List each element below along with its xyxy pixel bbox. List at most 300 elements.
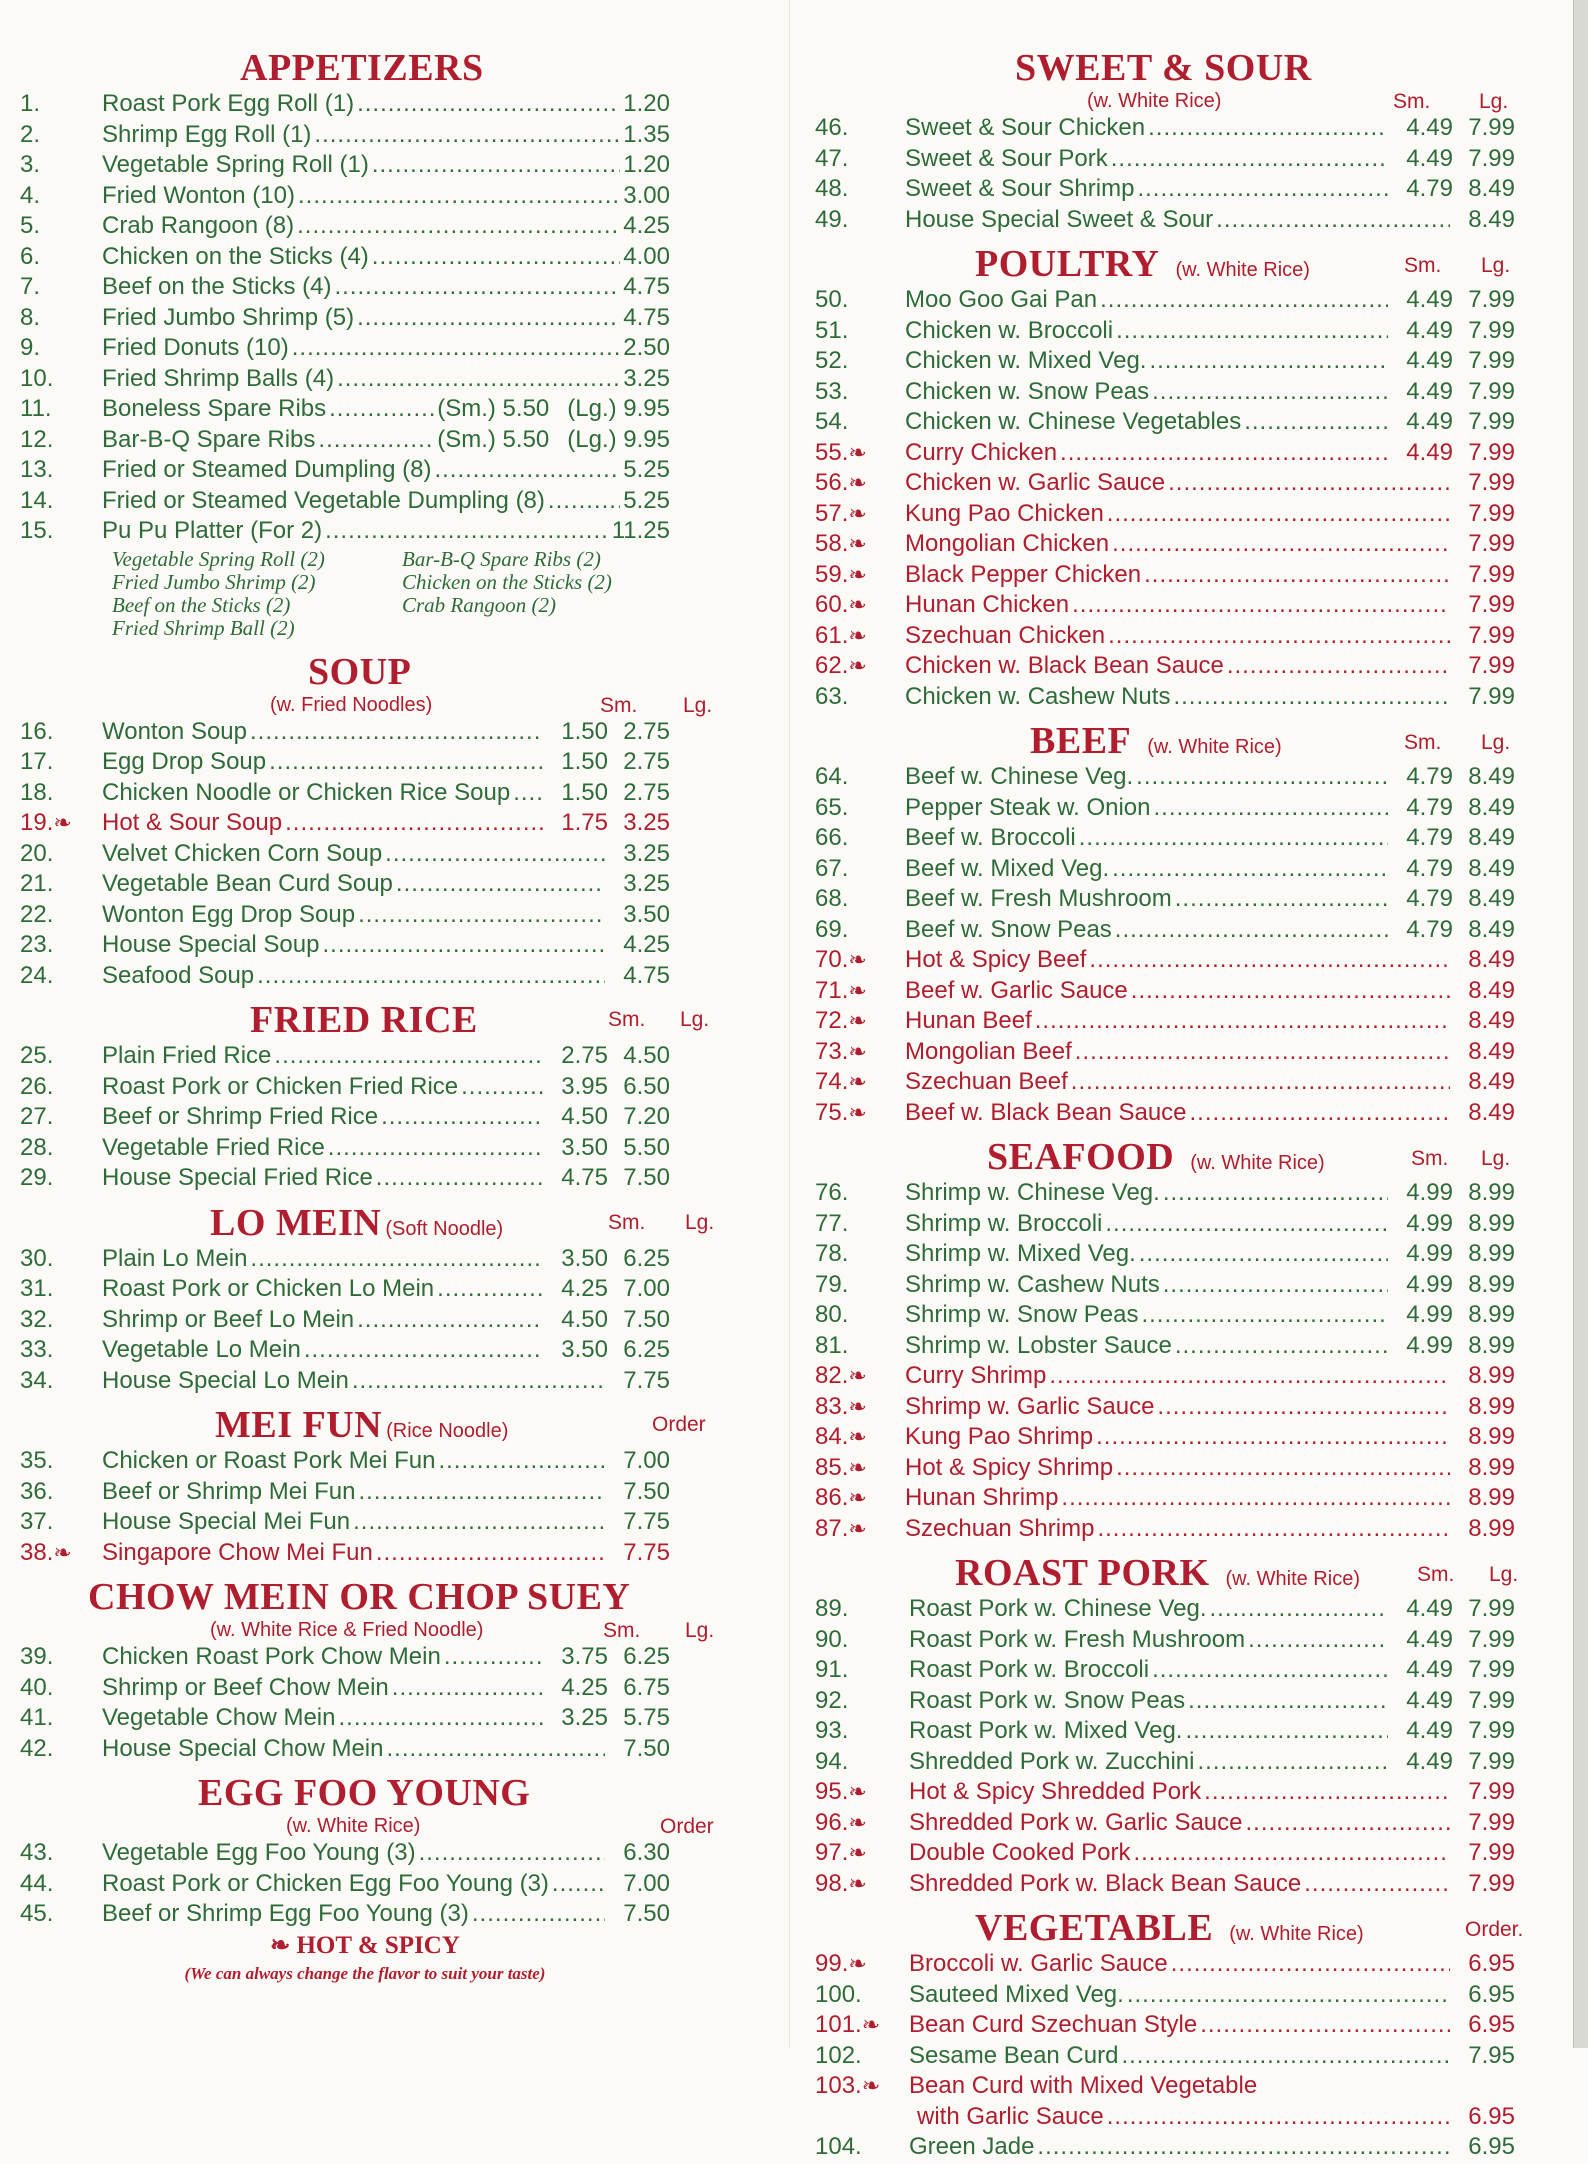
item-number-text: 79.	[815, 1270, 849, 1298]
item-number-text: 74.	[815, 1068, 849, 1095]
item-number	[815, 977, 905, 1005]
item-name: Vegetable Lo Mein	[102, 1336, 301, 1363]
menu-item	[20, 426, 670, 457]
item-name: Beef w. Mixed Veg.	[905, 854, 1110, 882]
item-number	[815, 683, 905, 711]
leader-dots	[322, 931, 605, 959]
vegetable-order-header: Order.	[1465, 1918, 1524, 1941]
chow_mein-title	[88, 1575, 630, 1619]
item-name: Fried Wonton (10)	[102, 181, 295, 209]
menu-item	[815, 946, 1515, 977]
menu-item	[20, 517, 670, 548]
menu-item	[815, 1393, 1515, 1424]
item-price-small: 4.49	[1406, 114, 1453, 141]
menu-item	[20, 809, 670, 840]
item-price-small: 4.50	[561, 1103, 608, 1130]
menu-item	[815, 1778, 1515, 1809]
menu-item	[815, 1981, 1515, 2012]
menu-item	[815, 378, 1515, 409]
menu-item	[20, 1073, 670, 1104]
appetizers-header	[20, 46, 670, 90]
legend-hot-text: HOT & SPICY	[296, 1931, 460, 1959]
leader-dots	[1200, 2011, 1450, 2039]
menu-item	[815, 1301, 1515, 1332]
item-price-large: 7.00	[623, 1275, 670, 1302]
item-number	[815, 1950, 909, 1978]
item-name: Bar-B-Q Spare Ribs	[102, 425, 316, 453]
item-number	[20, 212, 102, 240]
menu-item	[815, 1515, 1515, 1546]
item-number	[815, 2042, 909, 2070]
menu-item	[20, 151, 670, 182]
item-number	[815, 1068, 905, 1096]
egg_foo_young-title-text: EGG FOO YOUNG	[198, 1772, 531, 1814]
menu-item	[815, 916, 1515, 947]
item-name: Vegetable Egg Foo Young (3)	[102, 1839, 416, 1866]
leader-dots	[444, 1643, 543, 1671]
item-number-text: 34.	[20, 1366, 54, 1394]
item-number-text: 71.	[815, 976, 849, 1004]
menu-item	[20, 748, 670, 779]
item-number-text: 42.	[20, 1734, 54, 1762]
item-price-small: (Sm.) 5.50	[437, 395, 550, 422]
item-price-large: 8.49	[1468, 1098, 1515, 1126]
item-number-text: 36.	[20, 1477, 54, 1505]
item-name: Curry Chicken	[905, 438, 1058, 466]
item-name: Beef w. Garlic Sauce	[905, 976, 1128, 1004]
item-price-large: 6.25	[623, 1336, 670, 1363]
item-number-text: 7.	[20, 273, 41, 300]
item-price-small: 1.50	[561, 778, 608, 806]
item-name: Vegetable Bean Curd Soup	[102, 870, 393, 897]
leader-dots	[1037, 2133, 1450, 2161]
leader-dots	[1197, 1748, 1388, 1776]
item-number	[815, 763, 905, 791]
item-price-large: 8.49	[1468, 763, 1515, 790]
item-number-text: 15.	[20, 517, 54, 544]
menu-item	[815, 1748, 1515, 1779]
seafood-title-text: SEAFOOD	[987, 1136, 1175, 1178]
item-number-text: 44.	[20, 1869, 54, 1897]
item-name: Chicken w. Snow Peas	[905, 377, 1150, 405]
item-price-large: 6.95	[1468, 1950, 1515, 1977]
item-price-large: 7.00	[623, 1447, 670, 1474]
menu-item	[815, 206, 1515, 237]
item-price-large: 7.75	[623, 1508, 670, 1535]
leader-dots	[1244, 408, 1388, 436]
item-name: Broccoli w. Garlic Sauce	[909, 1950, 1168, 1977]
menu-item	[815, 439, 1515, 470]
item-number	[815, 1332, 905, 1360]
item-number-text: 102.	[815, 2041, 862, 2069]
item-name: Wonton Soup	[102, 717, 247, 745]
leader-dots	[1188, 1687, 1388, 1715]
item-price-large: 7.75	[623, 1366, 670, 1394]
item-price-large: 2.75	[623, 717, 670, 745]
leader-dots	[1107, 500, 1450, 528]
item-name: Kung Pao Shrimp	[905, 1423, 1094, 1450]
item-price-small: 4.99	[1406, 1301, 1453, 1328]
item-number	[815, 1007, 905, 1035]
item-number-text: 92.	[815, 1686, 849, 1714]
item-number-text: 65.	[815, 793, 849, 821]
item-price-large: 7.99	[1468, 682, 1515, 710]
item-number-text: 99.	[815, 1950, 849, 1977]
sweet_sour-lg-header: Lg.	[1479, 90, 1509, 113]
item-price-large: 6.95	[1468, 2133, 1515, 2160]
item-name: Mongolian Chicken	[905, 530, 1110, 557]
item-number	[815, 2133, 909, 2161]
item-number-text: 3.	[20, 151, 41, 178]
menu-item	[815, 1332, 1515, 1363]
item-price-small: 4.79	[1406, 175, 1453, 202]
item-number-text: 46.	[815, 114, 849, 141]
pepper-icon: ❧	[848, 439, 867, 465]
item-name: Hot & Sour Soup	[102, 809, 283, 836]
leader-dots	[438, 1447, 605, 1475]
soup-sm-header: Sm.	[600, 693, 638, 717]
item-name: Double Cooked Pork	[909, 1839, 1131, 1866]
platter-item: Bar-B-Q Spare Ribs (2)	[402, 546, 601, 571]
item-name: Singapore Chow Mei Fun	[102, 1538, 373, 1566]
menu-item	[20, 931, 670, 962]
item-number-text: 13.	[20, 456, 54, 483]
item-number	[20, 1508, 102, 1536]
item-number-text: 29.	[20, 1164, 54, 1191]
item-number	[815, 500, 905, 528]
item-number-text: 60.	[815, 591, 849, 618]
item-number	[815, 1656, 909, 1684]
item-number	[815, 1981, 909, 2009]
hot-spicy-legend	[60, 1931, 670, 1984]
item-name: Sauteed Mixed Veg.	[909, 1980, 1124, 2008]
menu-item	[815, 469, 1515, 500]
item-number-text: 2.	[20, 120, 41, 148]
item-name: Green Jade	[909, 2133, 1035, 2160]
roast_pork-title	[955, 1551, 1360, 1595]
menu-item	[20, 456, 670, 487]
item-name: Beef w. Fresh Mushroom	[905, 885, 1172, 912]
item-number-text: 4.	[20, 181, 41, 209]
item-name: House Special Fried Rice	[102, 1164, 373, 1191]
item-number	[20, 1073, 102, 1101]
leader-dots	[1111, 145, 1388, 173]
menu-item	[20, 1336, 670, 1367]
item-name: Plain Fried Rice	[102, 1042, 272, 1069]
item-number	[815, 469, 905, 497]
item-number-text: 80.	[815, 1301, 849, 1328]
item-number-text: 52.	[815, 347, 849, 374]
item-number	[815, 530, 905, 558]
item-price-large: 7.99	[1468, 408, 1515, 435]
leader-dots	[1127, 1981, 1450, 2009]
item-number	[20, 121, 102, 149]
item-number-text: 81.	[815, 1331, 849, 1359]
item-number	[815, 1748, 909, 1776]
leader-dots	[328, 1134, 543, 1162]
item-number	[20, 365, 102, 393]
menu-item	[815, 622, 1515, 653]
item-number	[815, 946, 905, 974]
item-price-large: 7.99	[1468, 286, 1515, 313]
item-number-text: 91.	[815, 1656, 849, 1683]
item-name: Shrimp w. Mixed Veg.	[905, 1240, 1136, 1267]
leader-dots	[1097, 1515, 1450, 1543]
leader-dots	[1049, 1362, 1450, 1390]
item-number	[815, 1301, 905, 1329]
leader-dots	[1204, 1778, 1450, 1806]
item-number	[20, 1275, 102, 1303]
item-price-large: 7.99	[1468, 316, 1515, 344]
item-name: Crab Rangoon (8)	[102, 212, 295, 239]
fried_rice-lg-header: Lg.	[680, 1008, 710, 1031]
leader-dots	[1153, 794, 1388, 822]
item-price: 1.20	[623, 151, 670, 178]
item-price-large: 7.99	[1468, 469, 1515, 496]
beef-note: (w. White Rice)	[1147, 736, 1282, 758]
menu-item	[20, 273, 670, 304]
item-number-text: 12.	[20, 425, 54, 453]
menu-item	[815, 1007, 1515, 1038]
leader-dots	[1131, 977, 1450, 1005]
menu-item	[815, 885, 1515, 916]
item-name: Sweet & Sour Pork	[905, 144, 1108, 172]
item-price-small: 4.49	[1406, 1625, 1453, 1653]
leader-dots	[1210, 1595, 1389, 1623]
menu-item	[815, 763, 1515, 794]
item-name: Hunan Beef	[905, 1007, 1032, 1034]
pepper-icon: ❧	[848, 1951, 867, 1976]
platter-item: Beef on the Sticks (2)	[112, 592, 291, 617]
soup-title-text: SOUP	[308, 650, 412, 693]
item-price-large: 7.20	[623, 1103, 670, 1130]
pepper-icon: ❧	[848, 470, 867, 495]
item-price-large: 8.99	[1468, 1484, 1515, 1511]
item-number	[20, 90, 102, 118]
item-number-text: 61.	[815, 621, 849, 649]
leader-dots	[1136, 763, 1388, 791]
leader-dots	[329, 395, 434, 423]
item-number	[20, 1042, 102, 1070]
item-number	[815, 439, 905, 467]
poultry-header	[815, 242, 1515, 286]
sweet_sour-subheader	[815, 90, 1515, 114]
menu-item	[815, 1240, 1515, 1271]
mei_fun-title-text: MEI FUN	[215, 1404, 383, 1446]
item-price-large: 8.99	[1468, 1362, 1515, 1389]
item-number-text: 82.	[815, 1362, 849, 1389]
item-number-text: 103.	[815, 2072, 862, 2099]
item-number-text: 56.	[815, 469, 849, 496]
item-name: Hunan Chicken	[905, 591, 1070, 618]
item-name: House Special Chow Mein	[102, 1734, 384, 1762]
pepper-icon: ❧	[848, 977, 867, 1003]
item-number-text: 19.	[20, 809, 54, 836]
item-price: 5.25	[623, 456, 670, 483]
soup-title	[308, 650, 411, 694]
item-name: Sesame Bean Curd	[909, 2041, 1119, 2069]
item-name: Plain Lo Mein	[102, 1244, 248, 1272]
item-number-text: 40.	[20, 1673, 54, 1701]
pepper-icon: ❧	[861, 2073, 881, 2098]
item-number	[815, 1210, 905, 1238]
item-number-text: 33.	[20, 1336, 54, 1363]
item-number	[20, 1306, 102, 1334]
item-name: Fried Jumbo Shrimp (5)	[102, 303, 355, 331]
item-price: 1.35	[623, 120, 670, 148]
leader-dots	[1072, 591, 1450, 619]
item-name: Vegetable Chow Mein	[102, 1704, 336, 1731]
item-name: Beef w. Broccoli	[905, 824, 1076, 851]
leader-dots	[1112, 855, 1388, 883]
pepper-icon: ❧	[53, 810, 72, 835]
item-number	[815, 1839, 909, 1867]
item-number	[20, 870, 102, 898]
leader-dots	[513, 779, 543, 807]
beef-title	[1030, 719, 1282, 763]
leader-dots	[250, 1245, 543, 1273]
menu-item	[815, 591, 1515, 622]
menu-item	[20, 1478, 670, 1509]
item-number	[20, 718, 102, 746]
item-name: House Special Soup	[102, 931, 320, 958]
chow_mein-header	[20, 1575, 670, 1619]
item-price-large: 6.25	[623, 1643, 670, 1670]
item-price-large: 7.00	[623, 1869, 670, 1897]
leader-dots	[1141, 1301, 1388, 1329]
item-number	[20, 182, 102, 210]
leader-dots	[1246, 1809, 1450, 1837]
item-price-small: 3.50	[561, 1244, 608, 1272]
item-number-text: 16.	[20, 717, 54, 745]
menu-item	[815, 855, 1515, 886]
egg_foo_young-order-header: Order	[660, 1815, 714, 1838]
menu-item	[815, 2133, 1515, 2164]
pepper-icon: ❧	[861, 2012, 881, 2037]
item-number-text: 55.	[815, 438, 849, 466]
item-price-small: 4.79	[1406, 763, 1453, 790]
item-number	[20, 1674, 102, 1702]
pepper-icon: ❧	[848, 1870, 867, 1896]
vegetable-title-text: VEGETABLE	[975, 1907, 1214, 1949]
menu-item	[815, 1179, 1515, 1210]
leader-dots	[1133, 1839, 1450, 1867]
menu-item	[20, 121, 670, 152]
item-price-large: 7.50	[623, 1477, 670, 1505]
item-number-text: 78.	[815, 1240, 849, 1267]
lo_mein-note: (Soft Noodle)	[385, 1217, 504, 1240]
item-name-cont: with Garlic Sauce	[917, 2102, 1104, 2130]
leader-dots	[1108, 622, 1450, 650]
item-price-large: 8.99	[1468, 1301, 1515, 1328]
item-continuation	[815, 2103, 1515, 2134]
item-number-text: 35.	[20, 1447, 54, 1474]
item-name: Hot & Spicy Shredded Pork	[909, 1778, 1202, 1805]
item-price-large: 8.49	[1468, 976, 1515, 1004]
item-price-large: 6.95	[1468, 2011, 1515, 2038]
item-number	[815, 317, 905, 345]
menu-item	[20, 1870, 670, 1901]
leader-dots	[298, 182, 620, 210]
item-name: Chicken w. Chinese Vegetables	[905, 408, 1242, 435]
item-name: Shrimp w. Chinese Veg.	[905, 1179, 1160, 1206]
item-number-text: 9.	[20, 334, 41, 361]
item-number	[815, 408, 905, 436]
item-number-text: 26.	[20, 1072, 54, 1100]
item-name: Fried or Steamed Dumpling (8)	[102, 456, 432, 483]
poultry-title-text: POULTRY	[975, 243, 1160, 285]
menu-item	[20, 1900, 670, 1931]
item-price: 3.00	[623, 181, 670, 209]
leader-dots	[1075, 1038, 1450, 1066]
egg_foo_young-note: (w. White Rice)	[286, 1815, 421, 1837]
item-name: Bean Curd Szechuan Style	[909, 2011, 1198, 2038]
menu-item	[815, 1362, 1515, 1393]
menu-item	[815, 1210, 1515, 1241]
item-price-large: 8.99	[1468, 1514, 1515, 1542]
leader-dots	[1175, 885, 1388, 913]
item-number-text: 17.	[20, 748, 54, 775]
menu-item	[815, 1870, 1515, 1901]
seafood-title	[987, 1135, 1325, 1179]
item-number-text: 51.	[815, 316, 849, 344]
item-number	[815, 1626, 909, 1654]
item-name: House Special Mei Fun	[102, 1508, 351, 1535]
item-number-text: 38.	[20, 1538, 54, 1566]
item-price-large: 8.99	[1468, 1392, 1515, 1420]
item-name: Roast Pork w. Broccoli	[909, 1656, 1150, 1683]
leader-dots	[357, 1306, 543, 1334]
item-number	[20, 1447, 102, 1475]
leader-dots	[1171, 1950, 1450, 1978]
soup-note: (w. Fried Noodles)	[270, 693, 433, 716]
item-number-text: 84.	[815, 1423, 849, 1450]
item-name: Beef w. Black Bean Sauce	[905, 1098, 1187, 1126]
roast_pork-header	[815, 1551, 1519, 1595]
item-name: Vegetable Spring Roll (1)	[102, 151, 369, 178]
item-price-large: 7.99	[1468, 1839, 1515, 1866]
item-number	[20, 487, 102, 515]
item-name: Chicken w. Black Bean Sauce	[905, 652, 1224, 679]
menu-item	[20, 840, 670, 871]
item-number-text: 104.	[815, 2133, 862, 2160]
fried_rice-title-text: FRIED RICE	[250, 999, 478, 1041]
item-price-large: 7.99	[1468, 591, 1515, 618]
item-price-large: 7.95	[1468, 2041, 1515, 2069]
item-number-text: 96.	[815, 1808, 849, 1836]
item-number-text: 53.	[815, 377, 849, 405]
leader-dots	[358, 901, 605, 929]
item-name: Roast Pork or Chicken Egg Foo Young (3)	[102, 1869, 549, 1897]
item-price-small: 4.49	[1406, 1656, 1453, 1683]
item-price: 4.25	[623, 212, 670, 239]
item-price-large: 8.99	[1468, 1331, 1515, 1359]
item-price-small: 1.50	[561, 748, 608, 775]
leader-dots	[1175, 1332, 1388, 1360]
item-number	[815, 855, 905, 883]
item-number-text: 67.	[815, 854, 849, 882]
menu-item	[20, 1674, 670, 1705]
egg_foo_young-header	[20, 1771, 670, 1815]
item-number	[20, 1336, 102, 1364]
menu-item	[20, 1306, 670, 1337]
item-price-small: 4.99	[1406, 1209, 1453, 1237]
leader-dots	[1079, 824, 1388, 852]
pepper-icon: ❧	[848, 1485, 867, 1510]
item-name: Chicken Roast Pork Chow Mein	[102, 1643, 441, 1670]
menu-item	[815, 794, 1515, 825]
leader-dots	[1060, 439, 1388, 467]
